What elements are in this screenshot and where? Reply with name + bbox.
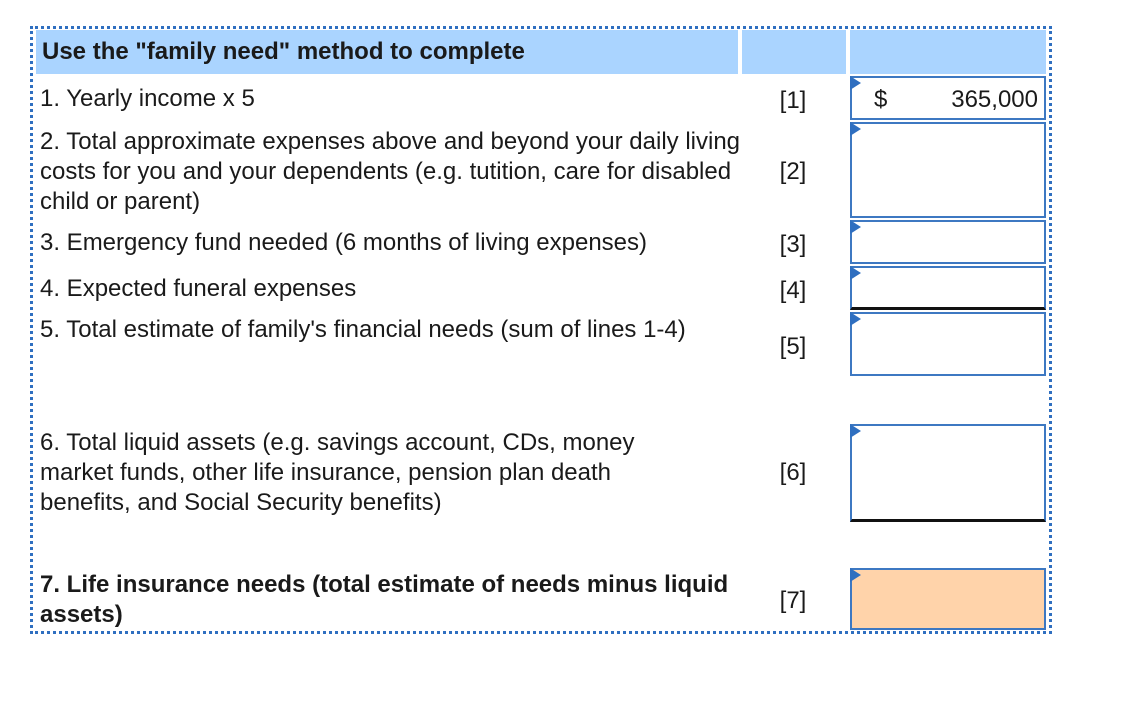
row-5-ref: [5]: [779, 333, 807, 360]
row-7-ref: [7]: [779, 587, 807, 614]
row-3-input[interactable]: [850, 220, 1046, 264]
row-4-label: 4. Expected funeral expenses: [40, 275, 357, 302]
comment-marker-icon: [850, 122, 861, 136]
row-1-value: 365,000: [951, 86, 1038, 113]
row-3-label: 3. Emergency fund needed (6 months of living expenses): [40, 229, 648, 256]
row-7-label: 7. Life insurance needs (total estimate of needs minus liquid assets): [40, 571, 729, 628]
row-5-input[interactable]: [850, 312, 1046, 376]
row-1-ref: [1]: [779, 87, 807, 114]
row-6-ref: [6]: [779, 459, 807, 486]
row-2-input[interactable]: [850, 122, 1046, 218]
row-5-label: 5. Total estimate of family's financial needs (sum of lines 1-4): [40, 316, 686, 343]
row-4-input[interactable]: [850, 266, 1046, 310]
row-1-input[interactable]: [850, 76, 1046, 120]
comment-marker-icon: [850, 266, 861, 280]
worksheet-title: Use the "family need" method to complete: [36, 30, 738, 74]
header-value-cell: [850, 30, 1046, 74]
row-6-input[interactable]: [850, 424, 1046, 522]
currency-symbol: $: [874, 86, 888, 113]
comment-marker-icon: [850, 76, 861, 90]
comment-marker-icon: [850, 312, 861, 326]
row-4-ref: [4]: [779, 277, 807, 304]
header-ref-cell: [742, 30, 846, 74]
row-1-label: 1. Yearly income x 5: [40, 85, 255, 112]
row-2-ref: [2]: [779, 158, 807, 185]
life-insurance-needs-result[interactable]: [850, 568, 1046, 630]
row-3-ref: [3]: [779, 231, 807, 258]
row-2-label: 2. Total approximate expenses above and beyond your daily living costs for you and your dependents (e.g. tutition, care for disabled child or parent): [40, 128, 741, 215]
comment-marker-icon: [850, 424, 861, 438]
comment-marker-icon: [850, 568, 861, 582]
comment-marker-icon: [850, 220, 861, 234]
row-6-label: 6. Total liquid assets (e.g. savings account, CDs, money market funds, other life insurance, pension plan death benefits, and Social Security benefits): [40, 429, 635, 516]
